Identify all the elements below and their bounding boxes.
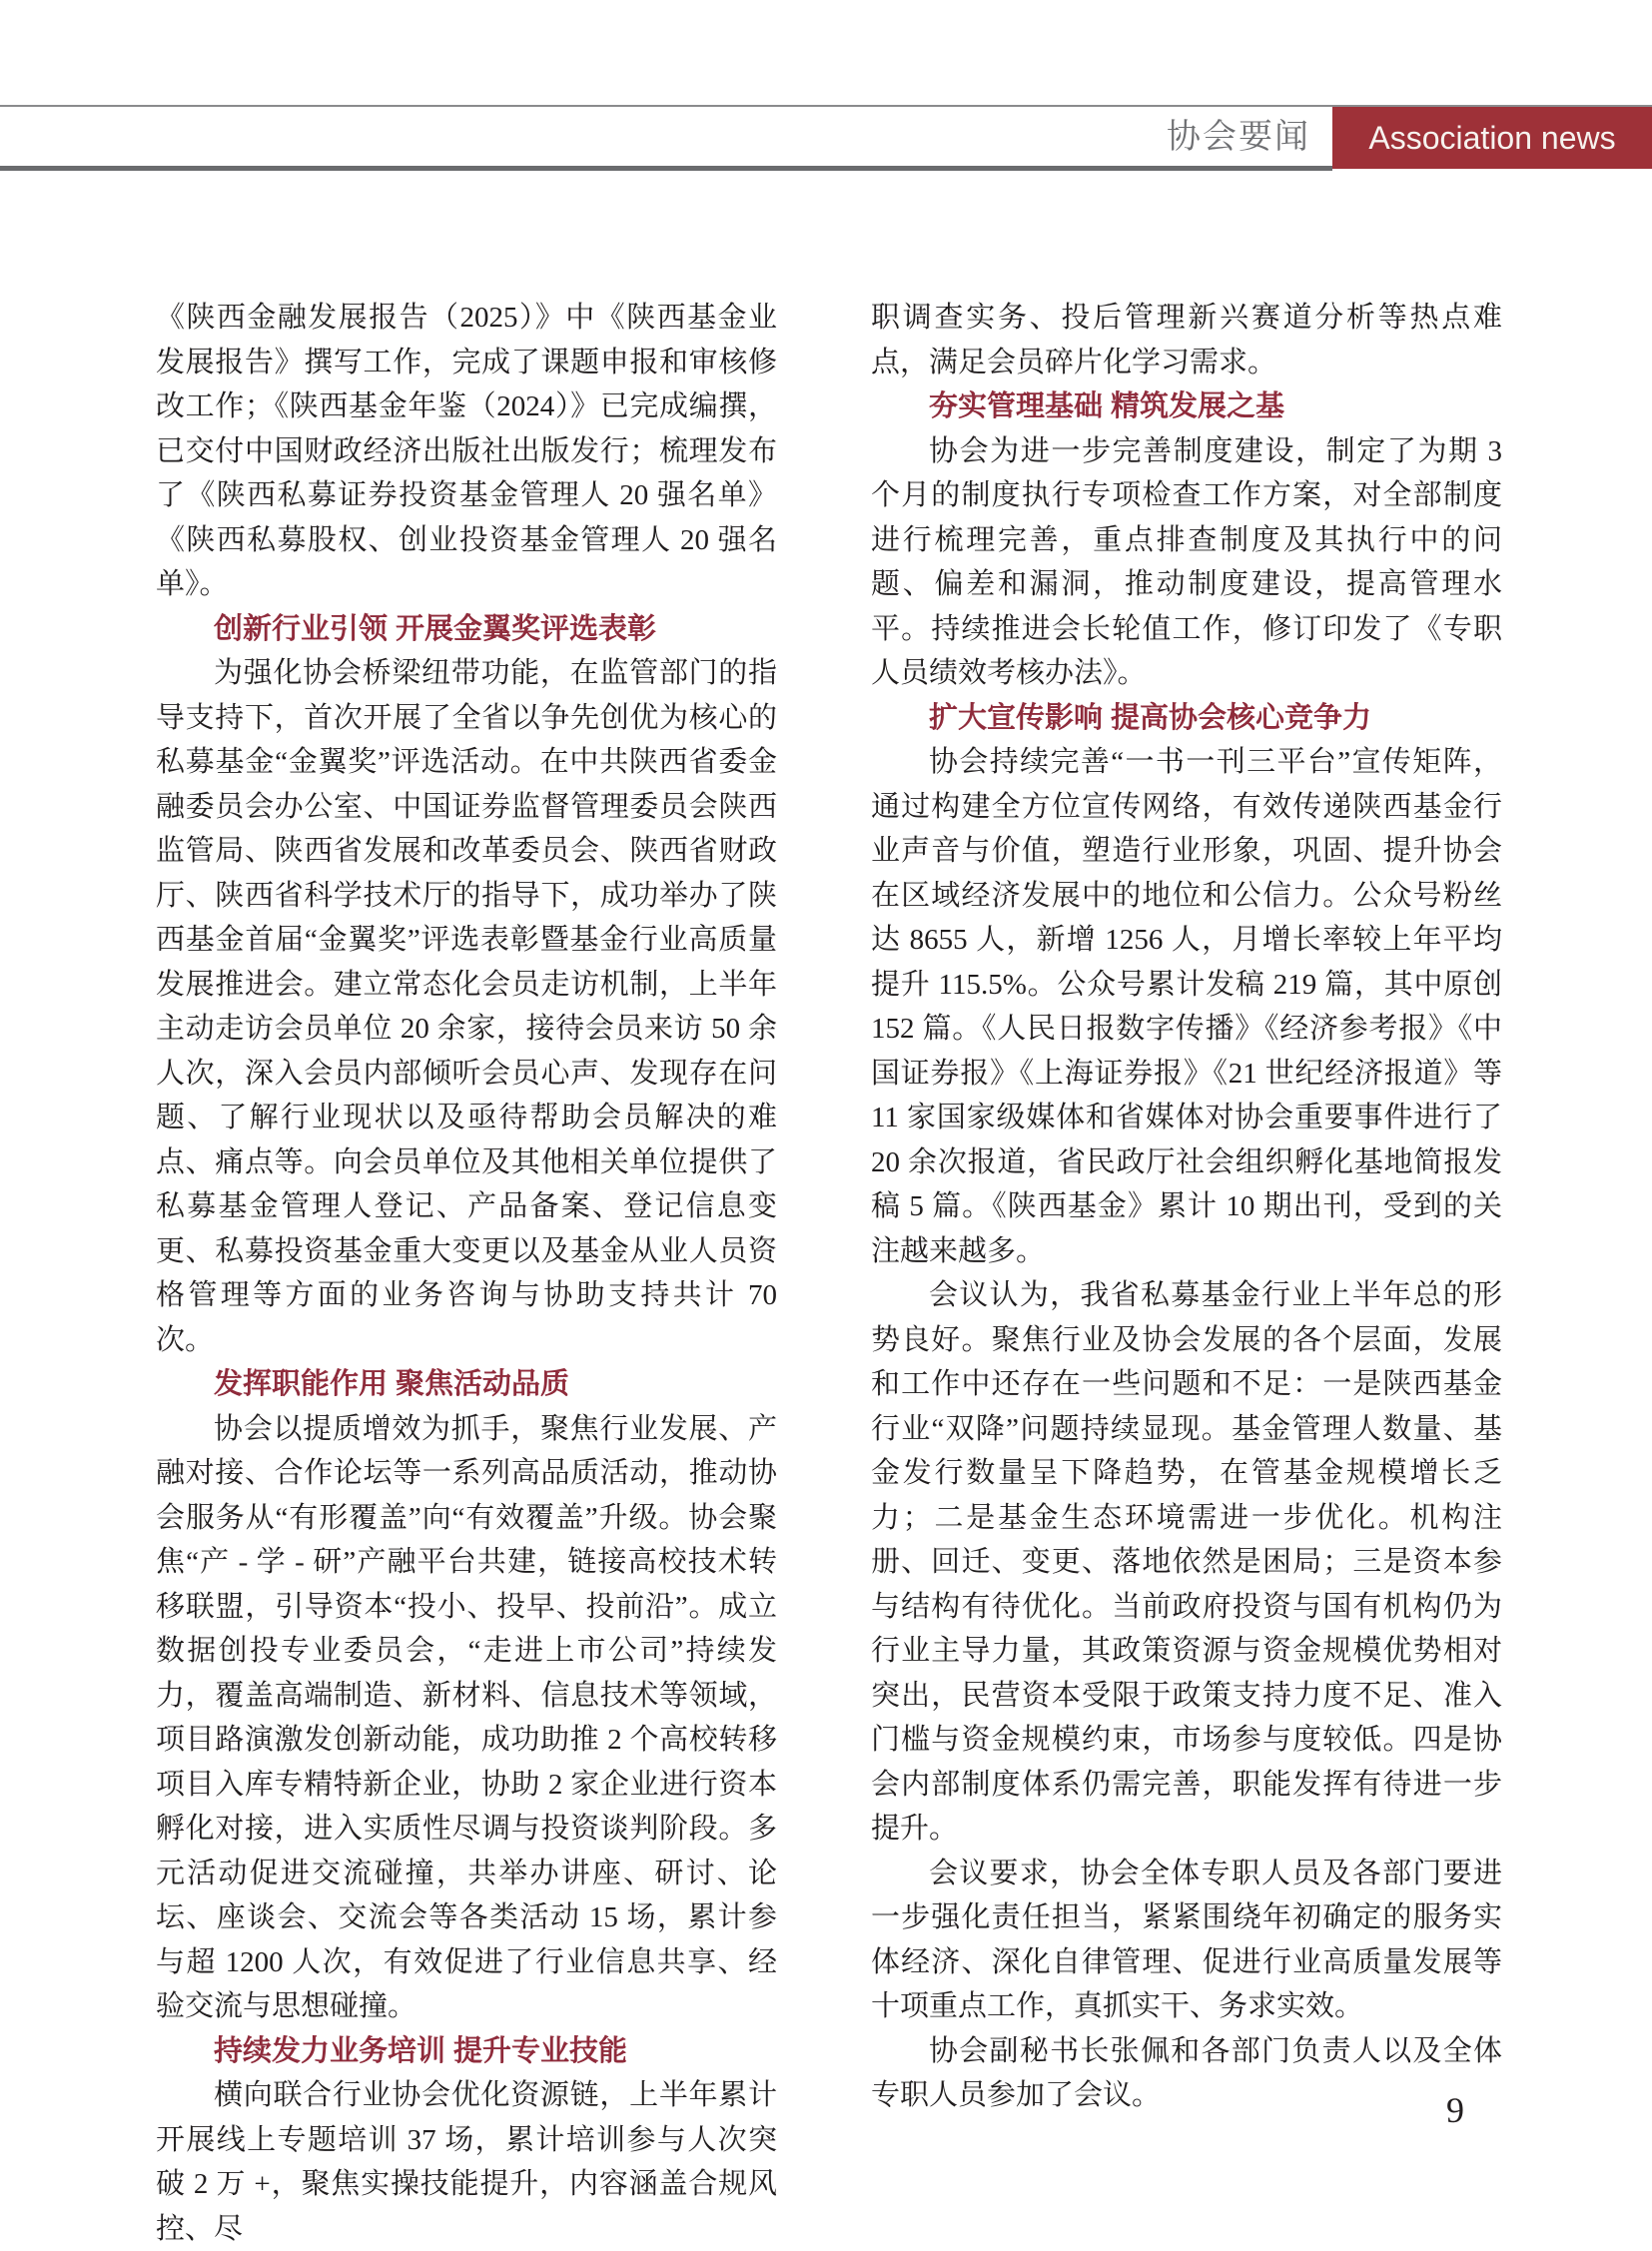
article-column-left (156, 296, 777, 2251)
article-paragraph: 协会为进一步完善制度建设，制定了为期 3 个月的制度执行专项检查工作方案，对全部制度进行梳理完善，重点排查制度及其执行中的问题、偏差和漏洞，推动制度建设，提高管理水平。持续推进会长轮值工作，修订印发了《专职人员绩效考核办法》。 (871, 434, 1502, 689)
article-paragraph: 《陕西金融发展报告（2025）》中《陕西基金业发展报告》撰写工作，完成了课题申报和审核修改工作；《陕西基金年鉴（2024）》已完成编撰，已交付中国财政经济出版社出版发行；梳理发布了《陕西私募证券投资基金管理人 20 强名单》《陕西私募股权、创业投资基金管理人 20 强名单》。 (156, 302, 777, 600)
article-heading: 夯实管理基础 精筑发展之基 (929, 390, 1285, 422)
article-paragraph: 协会以提质增效为抓手，聚焦行业发展、产融对接、合作论坛等一系列高品质活动，推动协会服务从“有形覆盖”向“有效覆盖”升级。协会聚焦“产 - 学 - 研”产融平台共建，链接高校技术转移联盟，引导资本“投小、投早、投前沿”。成立数据创投专业委员会，“走进上市公司”持续发力，覆盖高端制造、新材料、信息技术等领域，项目路演激发创新动能，成功助推 2 个高校转移项目入库专精特新企业，协助 2 家企业进行资本孵化对接，进入实质性尽调与投资谈判阶段。多元活动促进交流碰撞，共举办讲座、研讨、论坛、座谈会、交流会等各类活动 15 场，累计参与超 1200 人次，有效促进了行业信息共享、经验交流与思想碰撞。 (156, 1412, 777, 2022)
article-heading: 创新行业引领 开展金翼奖评选表彰 (214, 612, 657, 645)
article-paragraph: 为强化协会桥梁纽带功能，在监管部门的指导支持下，首次开展了全省以争先创优为核心的私募基金“金翼奖”评选活动。在中共陕西省委金融委员会办公室、中国证券监督管理委员会陕西监管局、陕西省发展和改革委员会、陕西省财政厅、陕西省科学技术厅的指导下，成功举办了陕西基金首届“金翼奖”评选表彰暨基金行业高质量发展推进会。建立常态化会员走访机制，上半年主动走访会员单位 20 余家，接待会员来访 50 余人次，深入会员内部倾听会员心声、发现存在问题、了解行业现状以及亟待帮助会员解决的难点、痛点等。向会员单位及其他相关单位提供了私募基金管理人登记、产品备案、登记信息变更、私募投资基金重大变更以及基金从业人员资格管理等方面的业务咨询与协助支持共计 70 次。 (156, 657, 777, 1356)
article-column-right (871, 296, 1502, 2118)
article-heading: 发挥职能作用 聚焦活动品质 (214, 1368, 570, 1400)
article-paragraph: 职调查实务、投后管理新兴赛道分析等热点难点，满足会员碎片化学习需求。 (871, 302, 1502, 378)
section-title-en: Association news (1368, 119, 1616, 156)
header-bottom-rule (0, 166, 1332, 171)
article-heading: 持续发力业务培训 提升专业技能 (214, 2034, 628, 2067)
section-banner (1332, 107, 1652, 169)
article-paragraph: 会议认为，我省私募基金行业上半年总的形势良好。聚焦行业及协会发展的各个层面，发展和工作中还存在一些问题和不足：一是陕西基金行业“双降”问题持续显现。基金管理人数量、基金发行数量呈下降趋势，在管基金规模增长乏力；二是基金生态环境需进一步优化。机构注册、回迁、变更、落地依然是困局；三是资本参与结构有待优化。当前政府投资与国有机构仍为行业主导力量，其政策资源与资金规模优势相对突出，民营资本受限于政策支持力度不足、准入门槛与资金规模约束，市场参与度较低。四是协会内部制度体系仍需完善，职能发挥有待进一步提升。 (871, 1279, 1502, 1845)
article-paragraph: 会议要求，协会全体专职人员及各部门要进一步强化责任担当，紧紧围绕年初确定的服务实体经济、深化自律管理、促进行业高质量发展等十项重点工作，真抓实干、务求实效。 (871, 1857, 1502, 2022)
article-paragraph: 横向联合行业协会优化资源链，上半年累计开展线上专题培训 37 场，累计培训参与人次突破 2 万 +，聚焦实操技能提升，内容涵盖合规风控、尽 (156, 2079, 777, 2245)
article-paragraph: 协会持续完善“一书一刊三平台”宣传矩阵，通过构建全方位宣传网络，有效传递陕西基金行业声音与价值，塑造行业形象，巩固、提升协会在区域经济发展中的地位和公信力。公众号粉丝达 8655 人，新增 1256 人，月增长率较上年平均提升 115.5%。公众号累计发稿 219 篇，其中原创 152 篇。《人民日报数字传播》《经济参考报》《中国证券报》《上海证券报》《21 世纪经济报道》等 11 家国家级媒体和省媒体对协会重要事件进行了 20 余次报道，省民政厅社会组织孵化基地简报发稿 5 篇。《陕西基金》累计 10 期出刊，受到的关注越来越多。 (871, 746, 1502, 1267)
article-heading: 扩大宣传影响 提高协会核心竞争力 (929, 701, 1372, 734)
section-title-zh: 协会要闻 (1167, 118, 1310, 156)
page-number: 9 (1446, 2090, 1464, 2130)
article-paragraph: 协会副秘书长张佩和各部门负责人以及全体专职人员参加了会议。 (871, 2034, 1502, 2111)
